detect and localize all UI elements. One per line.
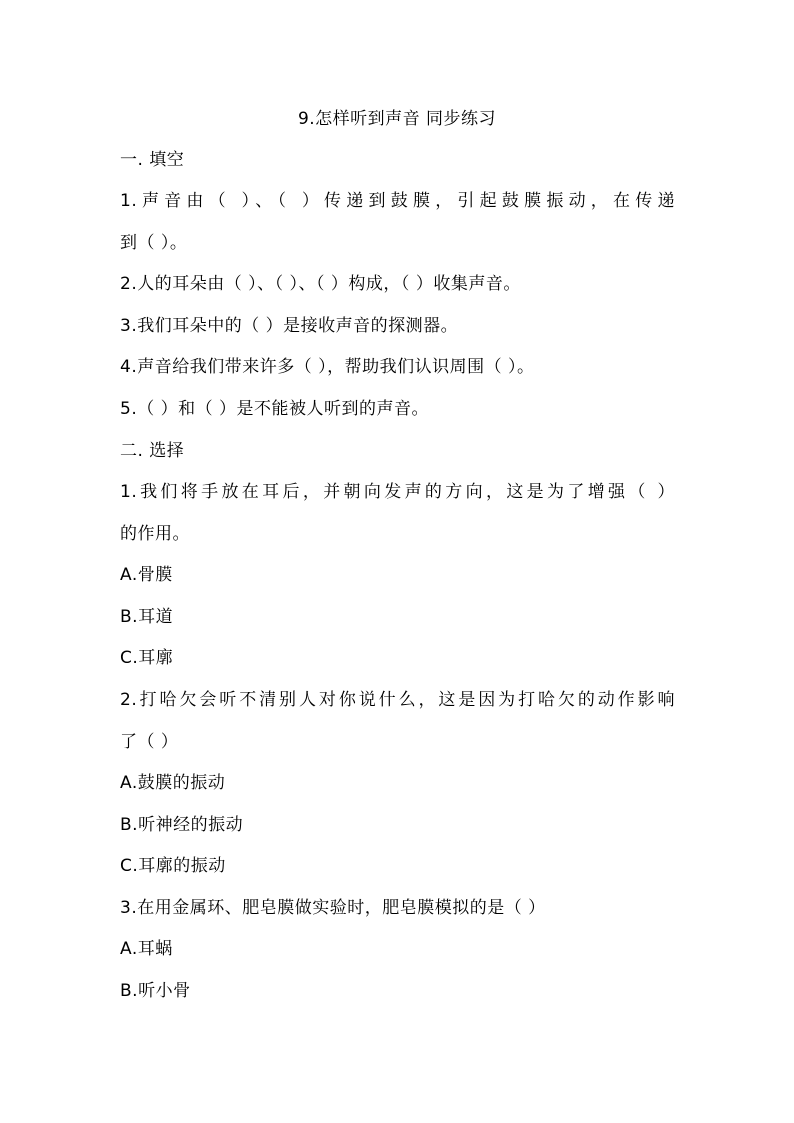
choice-question-2-option-c: C.耳廓的振动 — [120, 856, 226, 876]
choice-question-3-option-a: A.耳蜗 — [120, 939, 173, 959]
choice-question-1-option-b: B.耳道 — [120, 607, 174, 627]
choice-question-2-option-b: B.听神经的振动 — [120, 815, 244, 835]
fill-question-4: 4.声音给我们带来许多（ ），帮助我们认识周围（ ）。 — [120, 357, 535, 377]
fill-question-1-line-2: 到（ ）。 — [120, 233, 188, 253]
fill-question-1-line-1: 1.声音由（ ）、（ ）传递到鼓膜，引起鼓膜振动，在传递 — [120, 191, 675, 211]
choice-question-1-option-a: A.骨膜 — [120, 565, 173, 585]
choice-question-3-option-b: B.听小骨 — [120, 981, 191, 1001]
section-heading-choice: 二. 选择 — [120, 441, 185, 461]
choice-question-1-line-1: 1.我们将手放在耳后，并朝向发声的方向，这是为了增强（ ） — [120, 482, 675, 502]
choice-question-2-line-2: 了（ ） — [120, 732, 179, 752]
page-title: 9.怎样听到声音 同步练习 — [297, 109, 497, 129]
choice-question-2-line-1: 2.打哈欠会听不清别人对你说什么，这是因为打哈欠的动作影响 — [120, 690, 675, 710]
fill-question-3: 3.我们耳朵中的（ ）是接收声音的探测器。 — [120, 316, 459, 336]
choice-question-1-option-c: C.耳廓 — [120, 648, 174, 668]
fill-question-2: 2.人的耳朵由（ ）、（ ）、（ ）构成，（ ）收集声音。 — [120, 274, 521, 294]
choice-question-2-option-a: A.鼓膜的振动 — [120, 773, 226, 793]
fill-question-5: 5.（ ）和（ ）是不能被人听到的声音。 — [120, 399, 430, 419]
section-heading-fill-in: 一. 填空 — [120, 150, 185, 170]
choice-question-1-line-2: 的作用。 — [120, 524, 190, 544]
choice-question-3-line-1: 3.在用金属环、肥皂膜做实验时，肥皂膜模拟的是（ ） — [120, 898, 546, 918]
